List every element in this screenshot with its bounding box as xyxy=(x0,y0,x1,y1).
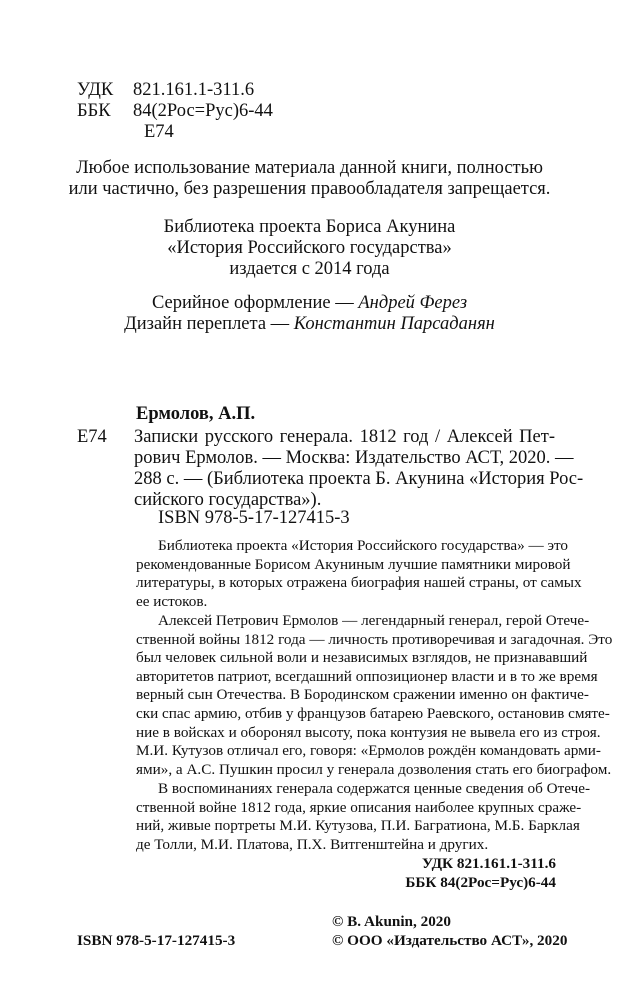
annotation-line: ний, живые портреты М.И. Кутузова, П.И. Багратиона, М.Б. Барклая xyxy=(136,817,580,835)
annotation-bbk: ББК 84(2Рос=Рус)6-44 xyxy=(405,874,556,891)
annotation-line: ее истоков. xyxy=(136,592,208,610)
series-line-2: «История Российского государства» xyxy=(167,238,452,258)
credit-role: Серийное оформление — xyxy=(151,293,359,313)
credit-role: Дизайн переплета — xyxy=(124,314,294,334)
annotation-paragraph-2 xyxy=(136,612,613,779)
footer-isbn: ISBN 978-5-17-127415-3 xyxy=(77,932,236,949)
bbk-label: ББК xyxy=(77,101,111,121)
annotation-udk: УДК 821.161.1-311.6 xyxy=(421,855,556,872)
catalog-description-line: Записки русского генерала. 1812 год / Алексей Пет- xyxy=(134,427,555,447)
catalog-author-heading: Ермолов, А.П. xyxy=(136,404,256,424)
annotation-line: Библиотека проекта «История Российского государства» — это xyxy=(158,537,569,554)
annotation-line: ски спас армию, отбив у французов батарею Раевского, остановив смяте- xyxy=(136,704,610,722)
annotation-line: ственной войне 1812 года, яркие описания наиболее крупных сраже- xyxy=(136,798,582,816)
catalog-description-line: рович Ермолов. — Москва: Издательство АСТ, 2020. — xyxy=(134,448,574,468)
annotation-line: де Толли, М.И. Платова, П.Х. Витгенштейна и других. xyxy=(136,835,489,853)
credit-name: Андрей Ферез xyxy=(358,293,468,313)
catalog-isbn: ISBN 978-5-17-127415-3 xyxy=(158,508,350,528)
udk-value: 821.161.1-311.6 xyxy=(133,80,255,100)
annotation-line: литературы, в которых отражена биография нашей страны, от самых xyxy=(136,574,582,592)
annotation-line: М.И. Кутузов отличал его, говоря: «Ермолов рождён командовать арми- xyxy=(136,742,601,760)
footer-copyright-author: © B. Akunin, 2020 xyxy=(332,913,451,930)
annotation-line: ями», а А.С. Пушкин просил у генерала дозволения стать его биографом. xyxy=(136,760,612,778)
credit-series-design xyxy=(0,293,619,314)
annotation-line: ние в войсках и оборонял высоту, пока контузия не вывела его из строя. xyxy=(136,723,601,741)
annotation-paragraph-1 xyxy=(136,537,582,611)
copyright-warning-line-1: Любое использование материала данной книги, полностью xyxy=(76,158,543,178)
udk-label: УДК xyxy=(77,80,114,100)
series-line-3: издается с 2014 года xyxy=(229,259,390,279)
credit-cover-design xyxy=(0,314,619,335)
annotation-line: был человек сильной воли и независимых взглядов, не признававший xyxy=(136,649,588,667)
annotation-line: В воспоминаниях генерала содержатся ценные сведения об Отече- xyxy=(158,780,591,797)
annotation-line: ственной войны 1812 года — личность противоречивая и загадочная. Это xyxy=(136,630,613,648)
annotation-line: рекомендованные Борисом Акуниным лучшие памятники мировой xyxy=(136,555,571,573)
annotation-line: авторитетов патриот, всегдашний оппозиционер власти и в то же время xyxy=(136,667,598,685)
annotation-line: верный сын Отечества. В Бородинском сражении именно он фактиче- xyxy=(136,686,589,704)
author-mark: Е74 xyxy=(144,122,174,142)
footer-copyright-publisher: © ООО «Издательство АСТ», 2020 xyxy=(332,932,568,949)
catalog-description-line: 288 с. — (Библиотека проекта Б. Акунина «История Рос- xyxy=(134,469,584,489)
copyright-warning-line-2: или частично, без разрешения правообладателя запрещается. xyxy=(68,179,551,199)
catalog-description-line: сийского государства»). xyxy=(134,490,322,510)
catalog-mark: Е74 xyxy=(77,427,107,447)
annotation-paragraph-3 xyxy=(136,780,591,854)
credit-name: Константин Парсаданян xyxy=(293,314,495,334)
bbk-value: 84(2Рос=Рус)6-44 xyxy=(133,101,273,121)
annotation-line: Алексей Петрович Ермолов — легендарный генерал, герой Отече- xyxy=(158,612,590,629)
series-line-1: Библиотека проекта Бориса Акунина xyxy=(163,217,456,237)
catalog-description xyxy=(134,427,584,511)
